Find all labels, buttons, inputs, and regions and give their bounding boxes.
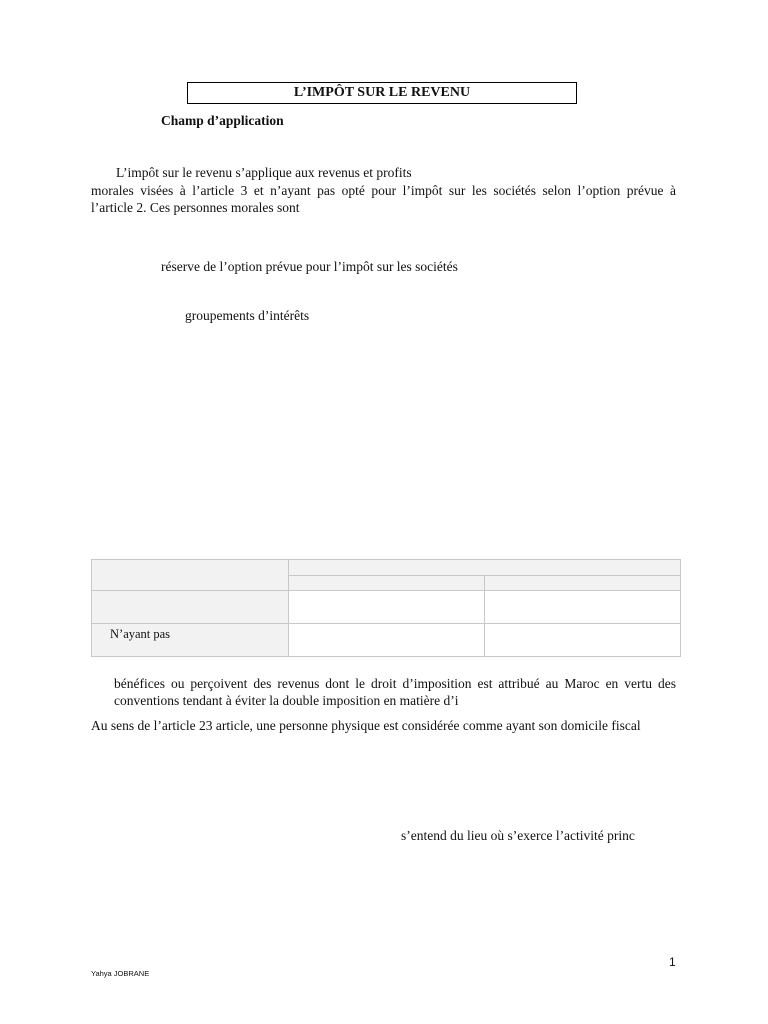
- table-header-cell: [288, 560, 680, 576]
- table-cell: [288, 624, 485, 657]
- table-row: [92, 591, 681, 624]
- paragraph-4: s’entend du lieu où s’exerce l’activité princ: [401, 828, 635, 843]
- table-subheader-cell: [288, 576, 485, 591]
- table-cell: [288, 591, 485, 624]
- paragraph-1-line-3: l’article 2. Ces personnes morales sont: [91, 200, 300, 215]
- paragraph-2-line-2: conventions tendant à éviter la double imposition en matière d’i: [114, 693, 459, 708]
- document-title: L’IMPÔT SUR LE REVENU: [187, 82, 577, 104]
- page-number: 1: [669, 955, 676, 969]
- table-subheader-cell: [485, 576, 681, 591]
- paragraph-1-line-2: morales visées à l’article 3 et n’ayant pas opté pour l’impôt sur les sociétés selon l’option prévue à: [91, 183, 676, 198]
- table-cell: [485, 624, 681, 657]
- table-row-label: N’ayant pas: [110, 627, 171, 641]
- data-table: [91, 559, 681, 657]
- paragraph-1-line-1: L’impôt sur le revenu s’applique aux revenus et profits: [116, 165, 412, 180]
- paragraph-3: Au sens de l’article 23 article, une personne physique est considérée comme ayant son domicile fiscal: [91, 718, 641, 733]
- table-row-label-cell: [92, 591, 289, 624]
- table-header-cell: [92, 560, 289, 591]
- table-row-label-cell: [92, 624, 289, 657]
- section-heading: Champ d’application: [161, 113, 284, 128]
- list-item-1: réserve de l’option prévue pour l’impôt sur les sociétés: [161, 259, 458, 274]
- paragraph-2-line-1: bénéfices ou perçoivent des revenus dont le droit d’imposition est attribué au Maroc en vertu des: [114, 676, 676, 691]
- list-item-2: groupements d’intérêts: [185, 308, 310, 323]
- table-cell: [485, 591, 681, 624]
- footer-author: Yahya JOBRANE: [91, 969, 150, 978]
- table-row: [92, 624, 681, 657]
